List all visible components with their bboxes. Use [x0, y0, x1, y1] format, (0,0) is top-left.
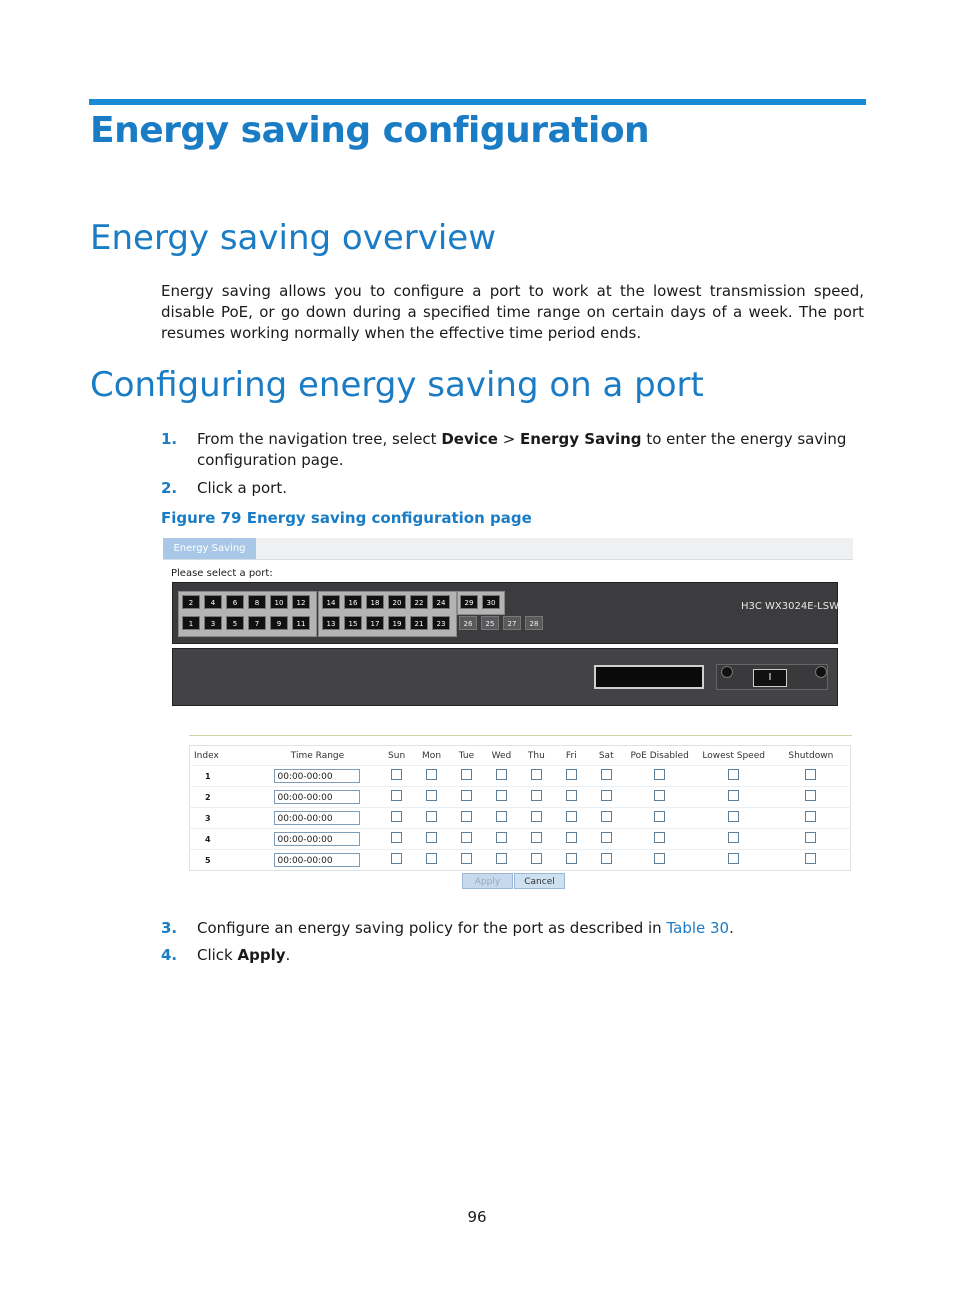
port-2[interactable]: 2	[182, 595, 200, 609]
port-14[interactable]: 14	[322, 595, 340, 609]
port-23[interactable]: 23	[432, 616, 450, 630]
checkbox-wed[interactable]	[496, 853, 507, 864]
time-range-input[interactable]: 00:00-00:00	[274, 811, 360, 825]
checkbox-poe-disabled[interactable]	[654, 811, 665, 822]
port-13[interactable]: 13	[322, 616, 340, 630]
port-29[interactable]: 29	[460, 595, 478, 609]
time-range-input[interactable]: 00:00-00:00	[274, 832, 360, 846]
checkbox-shutdown[interactable]	[805, 832, 816, 843]
cancel-button[interactable]: Cancel	[514, 873, 565, 889]
checkbox-lowest-speed[interactable]	[728, 790, 739, 801]
checkbox-tue[interactable]	[461, 769, 472, 780]
column-header-mon: Mon	[422, 750, 442, 761]
checkbox-tue[interactable]	[461, 832, 472, 843]
checkbox-poe-disabled[interactable]	[654, 769, 665, 780]
time-range-input[interactable]: 00:00-00:00	[274, 853, 360, 867]
apply-button[interactable]: Apply	[462, 873, 513, 889]
expansion-slot[interactable]	[594, 665, 704, 689]
step-1: 1. From the navigation tree, select Device > Energy Saving to enter the energy saving configuration page.	[161, 430, 847, 469]
checkbox-sat[interactable]	[601, 832, 612, 843]
step-4: 4. Click Apply.	[161, 946, 291, 964]
port-28[interactable]: 28	[525, 616, 543, 630]
row-index: 3	[190, 808, 256, 829]
port-6[interactable]: 6	[226, 595, 244, 609]
checkbox-mon[interactable]	[426, 832, 437, 843]
row-index: 4	[190, 829, 256, 850]
checkbox-tue[interactable]	[461, 811, 472, 822]
port-19[interactable]: 19	[388, 616, 406, 630]
checkbox-sat[interactable]	[601, 769, 612, 780]
select-port-label: Please select a port:	[171, 568, 273, 579]
port-11[interactable]: 11	[292, 616, 310, 630]
checkbox-lowest-speed[interactable]	[728, 769, 739, 780]
tab-energy-saving[interactable]: Energy Saving	[163, 538, 256, 559]
checkbox-thu[interactable]	[531, 832, 542, 843]
checkbox-mon[interactable]	[426, 790, 437, 801]
checkbox-poe-disabled[interactable]	[654, 790, 665, 801]
checkbox-wed[interactable]	[496, 811, 507, 822]
column-header-poe-disabled: PoE Disabled	[630, 750, 689, 761]
checkbox-sun[interactable]	[391, 811, 402, 822]
checkbox-wed[interactable]	[496, 790, 507, 801]
checkbox-poe-disabled[interactable]	[654, 832, 665, 843]
overview-paragraph: Energy saving allows you to configure a port to work at the lowest transmission speed, disable PoE, or go down during a specified time range on certain days of a week. The port resumes working normally when the effective time period ends.	[161, 282, 864, 342]
row-index: 2	[190, 787, 256, 808]
column-header-thu: Thu	[527, 750, 545, 761]
port-22[interactable]: 22	[410, 595, 428, 609]
port-18[interactable]: 18	[366, 595, 384, 609]
checkbox-fri[interactable]	[566, 853, 577, 864]
checkbox-sun[interactable]	[391, 769, 402, 780]
checkbox-thu[interactable]	[531, 790, 542, 801]
checkbox-fri[interactable]	[566, 790, 577, 801]
port-4[interactable]: 4	[204, 595, 222, 609]
port-5[interactable]: 5	[226, 616, 244, 630]
checkbox-mon[interactable]	[426, 853, 437, 864]
table-row	[190, 766, 851, 787]
checkbox-shutdown[interactable]	[805, 769, 816, 780]
time-range-input[interactable]: 00:00-00:00	[274, 769, 360, 783]
checkbox-lowest-speed[interactable]	[728, 853, 739, 864]
section-title-configuring: Configuring energy saving on a port	[90, 365, 704, 405]
column-header-index: Index	[194, 750, 219, 761]
checkbox-mon[interactable]	[426, 769, 437, 780]
checkbox-tue[interactable]	[461, 853, 472, 864]
checkbox-sun[interactable]	[391, 790, 402, 801]
table-30-link[interactable]: Table 30	[666, 919, 730, 937]
step-2: 2. Click a port.	[161, 479, 287, 497]
page-number: 96	[467, 1208, 487, 1226]
checkbox-fri[interactable]	[566, 811, 577, 822]
port-7[interactable]: 7	[248, 616, 266, 630]
row-index: 5	[190, 850, 256, 871]
column-header-shutdown: Shutdown	[788, 750, 834, 761]
table-row	[190, 829, 851, 850]
column-header-tue: Tue	[458, 750, 475, 761]
step-number: 3.	[161, 919, 178, 937]
checkbox-sun[interactable]	[391, 832, 402, 843]
checkbox-sat[interactable]	[601, 790, 612, 801]
port-17[interactable]: 17	[366, 616, 384, 630]
menu-energy-saving: Energy Saving	[520, 430, 642, 448]
screw-icon	[815, 666, 827, 678]
port-10[interactable]: 10	[270, 595, 288, 609]
checkbox-sat[interactable]	[601, 853, 612, 864]
step-3: 3. Configure an energy saving policy for the port as described in Table 30.	[161, 919, 734, 937]
column-header-fri: Fri	[565, 750, 577, 761]
column-header-wed: Wed	[491, 750, 512, 761]
port-8[interactable]: 8	[248, 595, 266, 609]
port-20[interactable]: 20	[388, 595, 406, 609]
port-30[interactable]: 30	[482, 595, 500, 609]
heading-rule	[89, 99, 866, 105]
checkbox-lowest-speed[interactable]	[728, 811, 739, 822]
column-header-sun: Sun	[388, 750, 406, 761]
figure-caption: Figure 79 Energy saving configuration page	[161, 509, 532, 527]
port-15[interactable]: 15	[344, 616, 362, 630]
port-9[interactable]: 9	[270, 616, 288, 630]
checkbox-thu[interactable]	[531, 811, 542, 822]
time-range-input[interactable]: 00:00-00:00	[274, 790, 360, 804]
table-row	[190, 850, 851, 871]
checkbox-tue[interactable]	[461, 790, 472, 801]
column-header-lowest-speed: Lowest Speed	[702, 750, 765, 761]
port-25[interactable]: 25	[481, 616, 499, 630]
console-port[interactable]: I	[753, 669, 787, 687]
section-title-overview: Energy saving overview	[90, 218, 497, 258]
checkbox-fri[interactable]	[566, 769, 577, 780]
checkbox-poe-disabled[interactable]	[654, 853, 665, 864]
port-27[interactable]: 27	[503, 616, 521, 630]
port-3[interactable]: 3	[204, 616, 222, 630]
checkbox-thu[interactable]	[531, 853, 542, 864]
step-number: 4.	[161, 946, 178, 964]
row-index: 1	[190, 766, 256, 787]
step-number: 2.	[161, 479, 178, 497]
apply-reference: Apply	[237, 946, 286, 964]
checkbox-sat[interactable]	[601, 811, 612, 822]
checkbox-wed[interactable]	[496, 769, 507, 780]
checkbox-wed[interactable]	[496, 832, 507, 843]
port-21[interactable]: 21	[410, 616, 428, 630]
checkbox-thu[interactable]	[531, 769, 542, 780]
checkbox-fri[interactable]	[566, 832, 577, 843]
menu-device: Device	[441, 430, 498, 448]
checkbox-lowest-speed[interactable]	[728, 832, 739, 843]
energy-saving-table	[189, 745, 851, 871]
tab-bar	[163, 538, 853, 560]
checkbox-shutdown[interactable]	[805, 811, 816, 822]
table-row	[190, 808, 851, 829]
checkbox-shutdown[interactable]	[805, 853, 816, 864]
port-1[interactable]: 1	[182, 616, 200, 630]
checkbox-mon[interactable]	[426, 811, 437, 822]
checkbox-sun[interactable]	[391, 853, 402, 864]
port-24[interactable]: 24	[432, 595, 450, 609]
checkbox-shutdown[interactable]	[805, 790, 816, 801]
port-26[interactable]: 26	[459, 616, 477, 630]
table-row	[190, 787, 851, 808]
column-header-sat: Sat	[598, 750, 614, 761]
step-number: 1.	[161, 430, 178, 448]
separator	[189, 735, 852, 736]
device-model: H3C WX3024E-LSW	[741, 601, 839, 612]
port-12[interactable]: 12	[292, 595, 310, 609]
column-header-time-range: Time Range	[290, 750, 345, 761]
chapter-title: Energy saving configuration	[90, 110, 650, 151]
screw-icon	[721, 666, 733, 678]
port-16[interactable]: 16	[344, 595, 362, 609]
